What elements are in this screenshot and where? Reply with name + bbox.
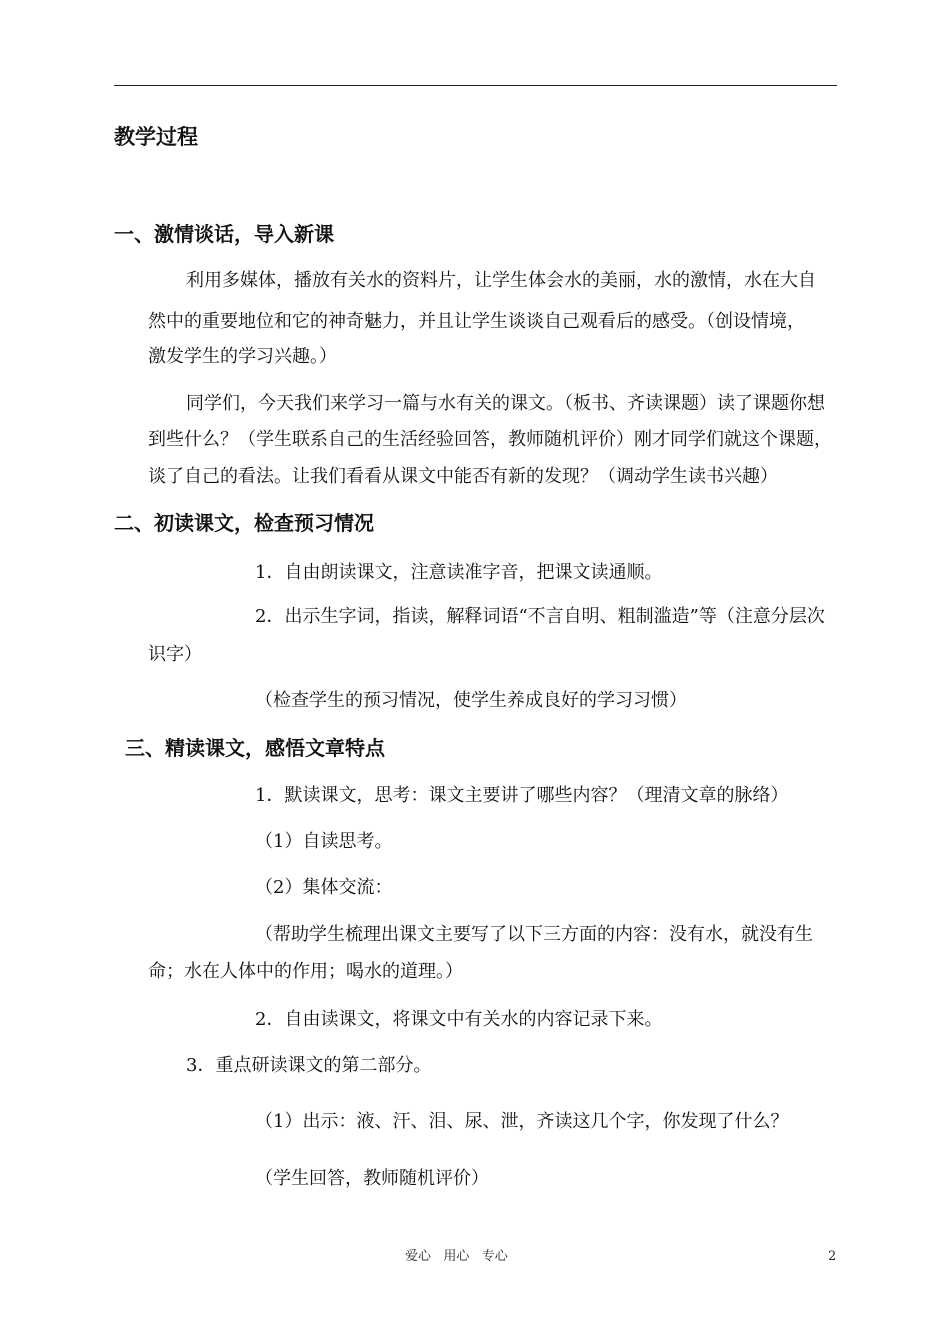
paragraph-line: 利用多媒体，播放有关水的资料片，让学生体会水的美丽，水的激情，水在大自 — [186, 270, 816, 291]
note-text: （检查学生的预习情况，使学生养成良好的学习习惯） — [255, 690, 687, 711]
page-number: 2 — [828, 1249, 837, 1264]
note-text: （帮助学生梳理出课文主要写了以下三方面的内容：没有水，就没有生 — [255, 924, 813, 945]
note-text: 命；水在人体中的作用；喝水的道理。） — [148, 961, 463, 982]
list-item: 1．自由朗读课文，注意读准字音，把课文读通顺。 — [255, 562, 663, 583]
header-rule — [114, 85, 837, 86]
list-item: （2）集体交流： — [255, 877, 393, 898]
section-heading-3: 三、精读课文，感悟文章特点 — [125, 736, 385, 760]
list-item: 2．出示生字词，指读，解释词语“不言自明、粗制滥造”等（注意分层次 — [255, 606, 825, 627]
list-item: （1）自读思考。 — [255, 831, 393, 852]
paragraph-line: 激发学生的学习兴趣。） — [148, 346, 337, 367]
list-item: 3．重点研读课文的第二部分。 — [186, 1055, 432, 1076]
footer-slogan: 爱心 用心 专心 — [405, 1249, 508, 1264]
list-item: （1）出示：液、汗、泪、尿、泄，齐读这几个字，你发现了什么？ — [255, 1111, 789, 1132]
document-title: 教学过程 — [114, 124, 198, 149]
paragraph-line: 谈了自己的看法。让我们看看从课文中能否有新的发现？（调动学生读书兴趣） — [148, 466, 778, 487]
section-heading-1: 一、激情谈话，导入新课 — [114, 222, 334, 246]
paragraph-line: 到些什么？（学生联系自己的生活经验回答，教师随机评价）刚才同学们就这个课题， — [148, 429, 832, 450]
list-item: 识字） — [148, 644, 202, 665]
paragraph-line: 然中的重要地位和它的神奇魅力，并且让学生谈谈自己观看后的感受。（创设情境， — [148, 311, 805, 332]
section-heading-2: 二、初读课文，检查预习情况 — [114, 511, 374, 535]
list-item: 2．自由读课文，将课文中有关水的内容记录下来。 — [255, 1009, 663, 1030]
note-text: （学生回答，教师随机评价） — [255, 1168, 489, 1189]
list-item: 1．默读课文，思考：课文主要讲了哪些内容？（理清文章的脉络） — [255, 785, 789, 806]
paragraph-line: 同学们，今天我们来学习一篇与水有关的课文。（板书、齐读课题）读了课题你想 — [186, 393, 825, 414]
